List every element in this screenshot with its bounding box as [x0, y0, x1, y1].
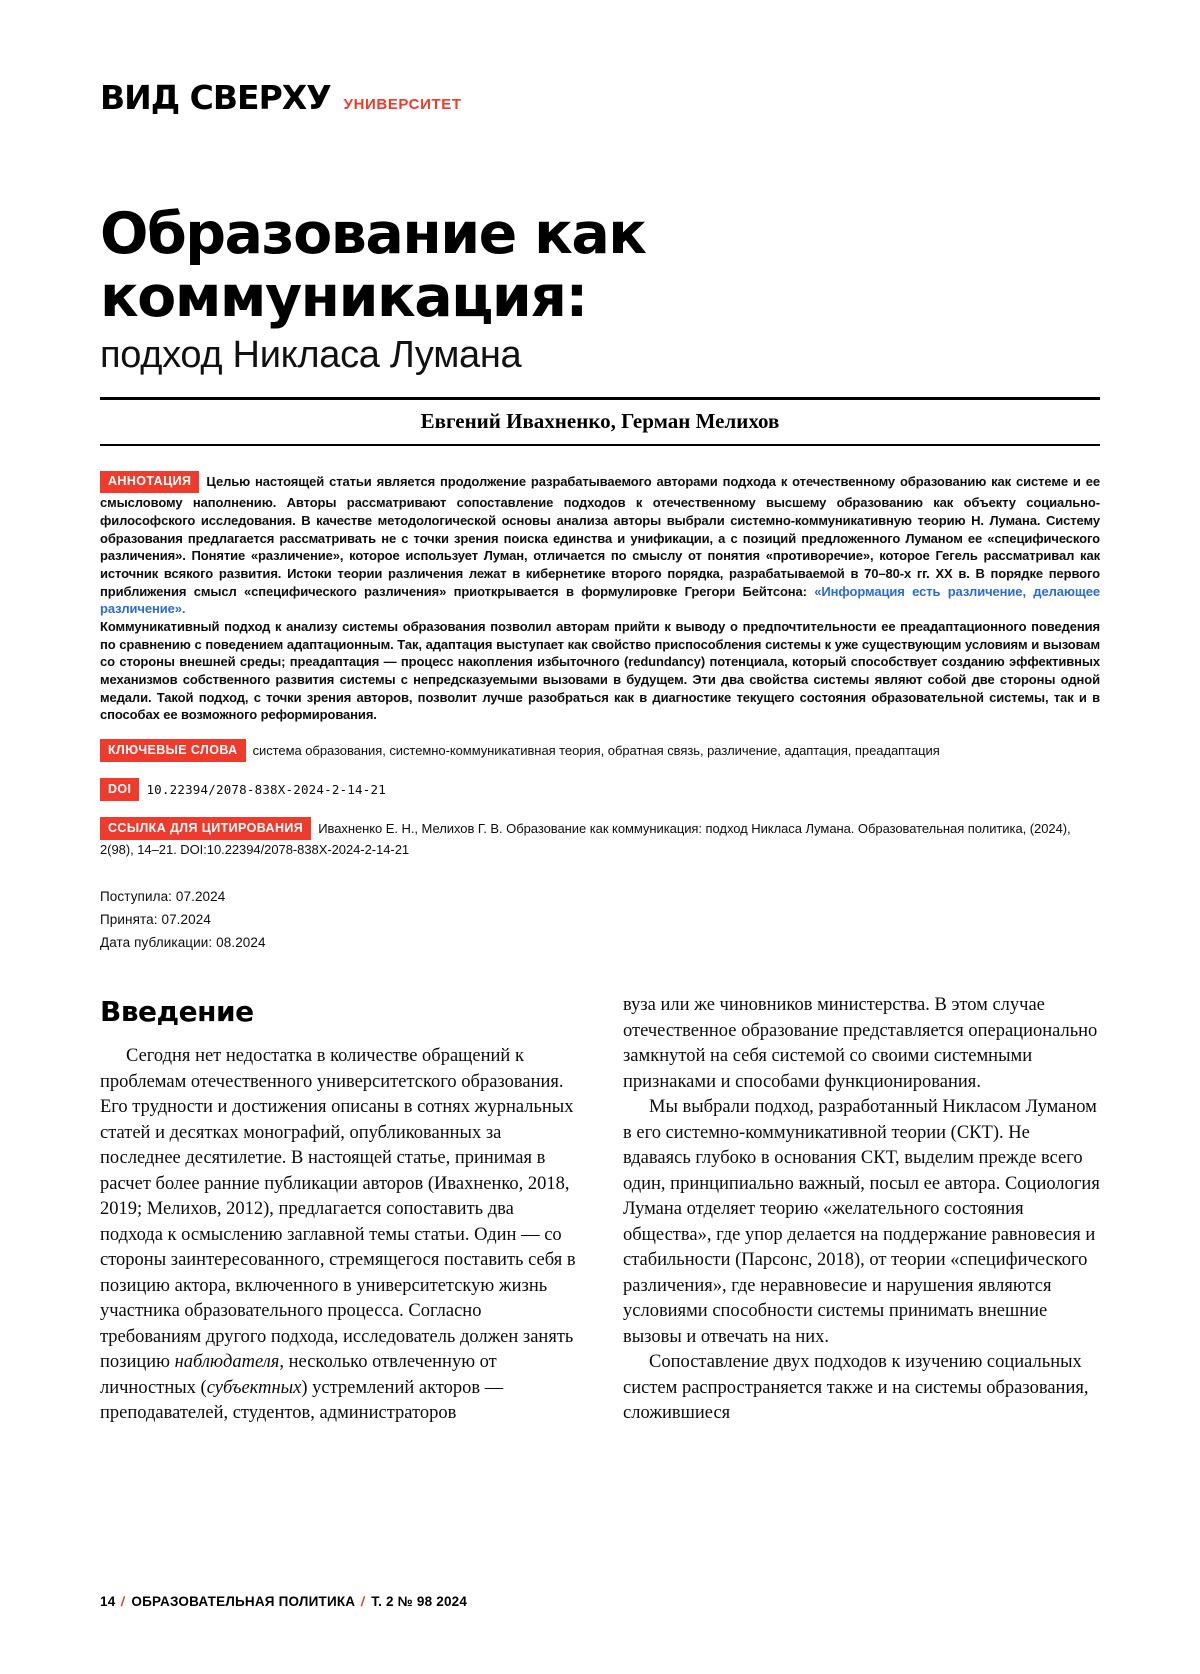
- article-title: [100, 203, 1100, 328]
- intro-left-text-2: , несколько отвлеченную от личностных (: [100, 1352, 497, 1398]
- date-accepted: Принята: 07.2024: [100, 912, 211, 928]
- article-dates: [100, 886, 1100, 955]
- intro-paragraph-right-1: вуза или же чиновников министерства. В этом случае отечественное образование представляется операционально замкнутой на себя системой со своими системными признаками и способами функционирования.: [623, 995, 1098, 1092]
- intro-left-text-3: ) устремлений акторов — преподавателей, студентов, администраторов: [100, 1377, 504, 1424]
- column-left: [100, 993, 577, 1427]
- abstract-label-badge: АННОТАЦИЯ: [100, 471, 199, 493]
- abstract-text-before-quote: Целью настоящей статьи является продолжение разрабатываемого авторами подхода к отечественному образованию как системе и ее смысловому наполнению. Авторы рассматривают сопоставление подходов к отечественному высшему образованию как объекту социально-философского исследования. В качестве методологической основы анализа авторы выбрали системно-коммуникативную теорию Н. Лумана. Систему образования предлагается рассматривать не с точки зрения поиска единства и унификации, а с позиций предложенного Луманом ее «специфического различения». Понятие «различение», которое использует Луман, отличается по смыслу от понятия «противоречие», которое Гегель рассматривал как источник всякого развития. Истоки теории различения лежат в кибернетике второго порядка, разрабатываемой в 70–80-х гг. ХХ в. В порядке первого приближения смысл «специфического различения» приоткрывается в формулировке Грегори Бейтсона:: [100, 474, 1100, 599]
- citation-label-badge: ССЫЛКА ДЛЯ ЦИТИРОВАНИЯ: [100, 817, 311, 840]
- footer-separator-icon: /: [120, 1594, 127, 1609]
- section-label: УНИВЕРСИТЕТ: [343, 96, 462, 113]
- abstract-paragraph-2: Коммуникативный подход к анализу системы образования позволил авторам прийти к выводу о предпочтительности ее преадаптационного поведения по сравнению с поведением адаптационным. Так, адаптация выступает как свойство приспособления системы к уже существующим условиям и вызовам со стороны внешней среды; преадаптация — процесс накопления избыточного (redundancy) потенциала, который способствует созданию эффективных механизмов собственного развития системы с непредсказуемыми вызовами в будущем. Эти два свойства системы являют собой две стороны одной медали. Такой подход, с точки зрения авторов, позволит лучше разобраться как в диагностике текущего состояния образовательной системы, так и в способах ее возможного реформирования.: [100, 619, 1100, 723]
- keywords-label-badge: КЛЮЧЕВЫЕ СЛОВА: [100, 739, 246, 762]
- intro-paragraph-right-3: Сопоставление двух подходов к изучению социальных систем распространяется также и на системы образования, сложившиеся: [623, 1352, 1089, 1424]
- doi-row: [100, 779, 1100, 802]
- article-body: [100, 993, 1100, 1427]
- footer-separator-icon: /: [360, 1594, 367, 1609]
- article-subtitle: подход Никласа Лумана: [100, 334, 522, 377]
- keywords-row: [100, 740, 1100, 763]
- intro-left-text: Сегодня нет недостатка в количестве обращений к проблемам отечественного университетского образования. Его трудности и достижения описаны в сотнях журнальных статей и десятках монографий, опубликованных за последнее десятилетие. В настоящей статье, принимая в расчет более ранние публикации авторов (Ивахненко, 2018, 2019; Мелихов, 2012), предлагается сопоставить два подхода к осмыслению заглавной темы статьи. Один — со стороны заинтересованного, стремящегося поставить себя в позицию актора, включенного в университетскую жизнь участника образовательного процесса. Согласно требованиям другого подхода, исследователь должен занять позицию: [100, 1046, 576, 1373]
- issue-info: Т. 2 № 98 2024: [371, 1594, 468, 1609]
- authors-line: Евгений Ивахненко, Герман Мелихов: [420, 409, 780, 434]
- article-title-line-1: Образование как: [100, 201, 646, 267]
- intro-paragraph-left: [100, 1044, 577, 1427]
- keywords-text: система образования, системно-коммуникативная теория, обратная связь, различение, адаптация, преадаптация: [252, 743, 940, 759]
- intro-left-italic-1: наблюдателя: [174, 1352, 280, 1373]
- citation-row: [100, 818, 1100, 860]
- citation-text: Ивахненко Е. Н., Мелихов Г. В. Образование как коммуникация: подход Никласа Лумана. Образовательная политика, (2024), 2(98), 14–21. DOI:10.22394/2078-838X-2024-2-14-21: [100, 821, 1071, 858]
- divider-bottom: [100, 444, 1100, 446]
- abstract-paragraph-1: [100, 472, 1100, 618]
- doi-label-badge: DOI: [100, 778, 139, 801]
- intro-paragraph-right-2: Мы выбрали подход, разработанный Никласом Луманом в его системно-коммуникативной теории (СКТ). Не вдаваясь глубоко в основания СКТ, выделим прежде всего один, принципиально важный, посыл ее автора. Социология Лумана отделяет теорию «желательного состояния общества», где упор делается на поддержание равновесия и стабильности (Парсонс, 2018), от теории «специфического различения», где неравновесие и нарушения являются условиями способности системы принимать внешние вызовы и отвечать на них.: [623, 1097, 1100, 1347]
- intro-heading: Введение: [100, 995, 254, 1029]
- date-published: Дата публикации: 08.2024: [100, 935, 266, 951]
- date-received: Поступила: 07.2024: [100, 889, 226, 905]
- abstract-block: [100, 472, 1100, 724]
- magazine-logo: ВИД СВЕРХУ: [100, 78, 331, 117]
- page-number: 14: [100, 1594, 116, 1609]
- page-footer: [100, 1594, 467, 1609]
- journal-name: ОБРАЗОВАТЕЛЬНАЯ ПОЛИТИКА: [131, 1594, 356, 1609]
- intro-left-italic-2: субъектных: [206, 1377, 302, 1398]
- article-title-line-2: коммуникация:: [100, 263, 587, 330]
- abstract-highlighted-quote: «Информация есть различение, делающее различение».: [100, 583, 1101, 617]
- column-right: [623, 993, 1100, 1427]
- doi-value: 10.22394/2078-838X-2024-2-14-21: [146, 782, 386, 798]
- masthead: [100, 78, 1100, 117]
